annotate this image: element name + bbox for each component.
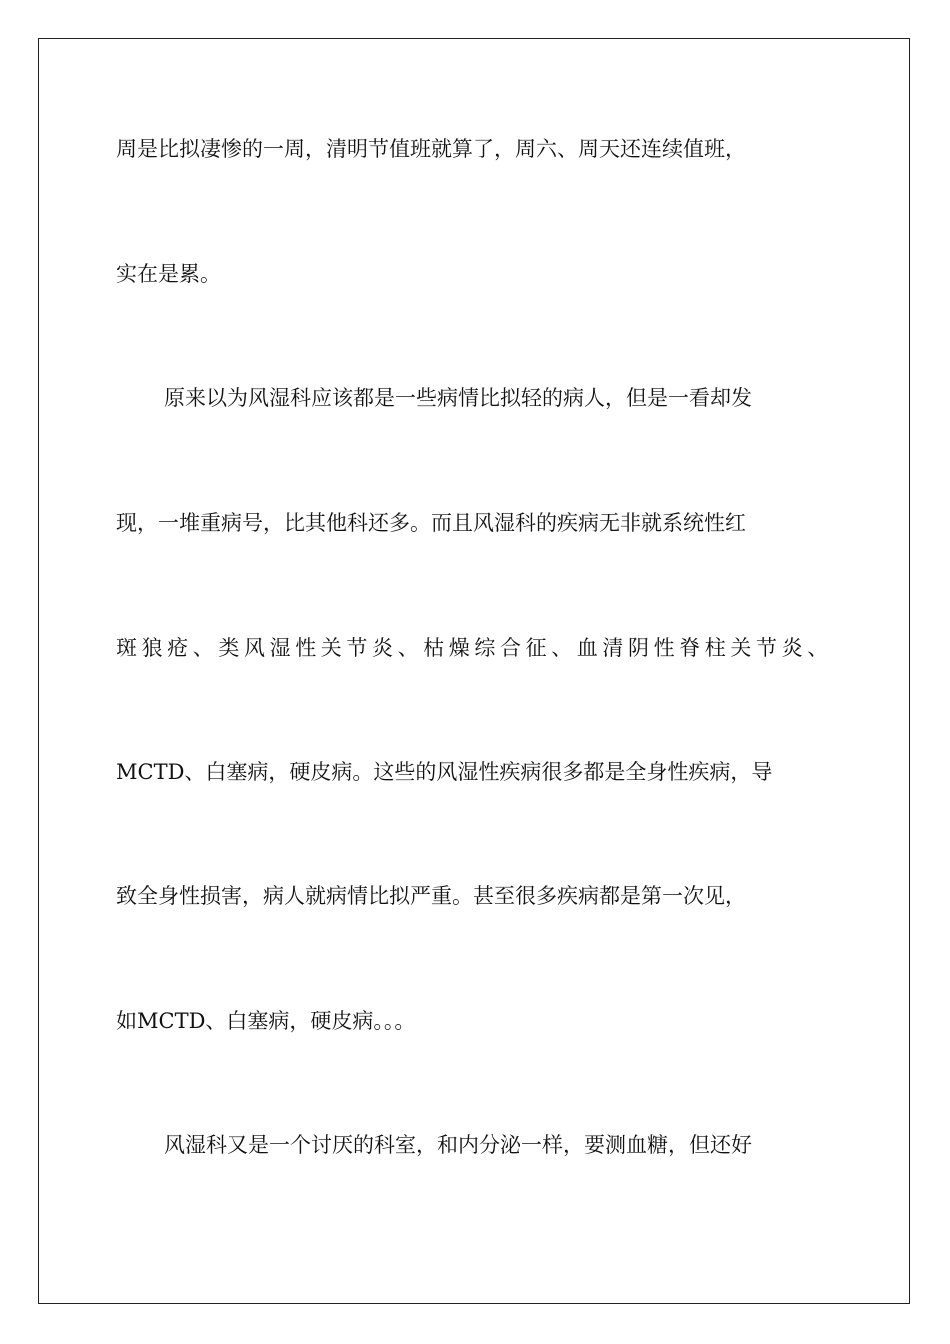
text-line-1: 周是比拟凄惨的一周，清明节值班就算了，周六、周天还连续值班， [116, 137, 746, 161]
text-line-9: 风湿科又是一个讨厌的科室，和内分泌一样，要测血糖，但还好 [164, 1133, 752, 1157]
text-line-8: 如MCTD、白塞病，硬皮病。。。 [116, 1009, 416, 1033]
text-line-4: 现，一堆重病号，比其他科还多。而且风湿科的疾病无非就系统性红 [116, 511, 746, 535]
text-line-6: MCTD、白塞病，硬皮病。这些的风湿性疾病很多都是全身性疾病，导 [116, 760, 773, 784]
text-line-7: 致全身性损害，病人就病情比拟严重。甚至很多疾病都是第一次见， [116, 884, 746, 908]
text-line-5: 斑狼疮、类风湿性关节炎、枯燥综合征、血清阴性脊柱关节炎、 [116, 636, 833, 660]
text-line-3: 原来以为风湿科应该都是一些病情比拟轻的病人，但是一看却发 [164, 386, 752, 410]
text-line-2: 实在是累。 [116, 262, 221, 286]
page-frame [38, 38, 910, 1304]
